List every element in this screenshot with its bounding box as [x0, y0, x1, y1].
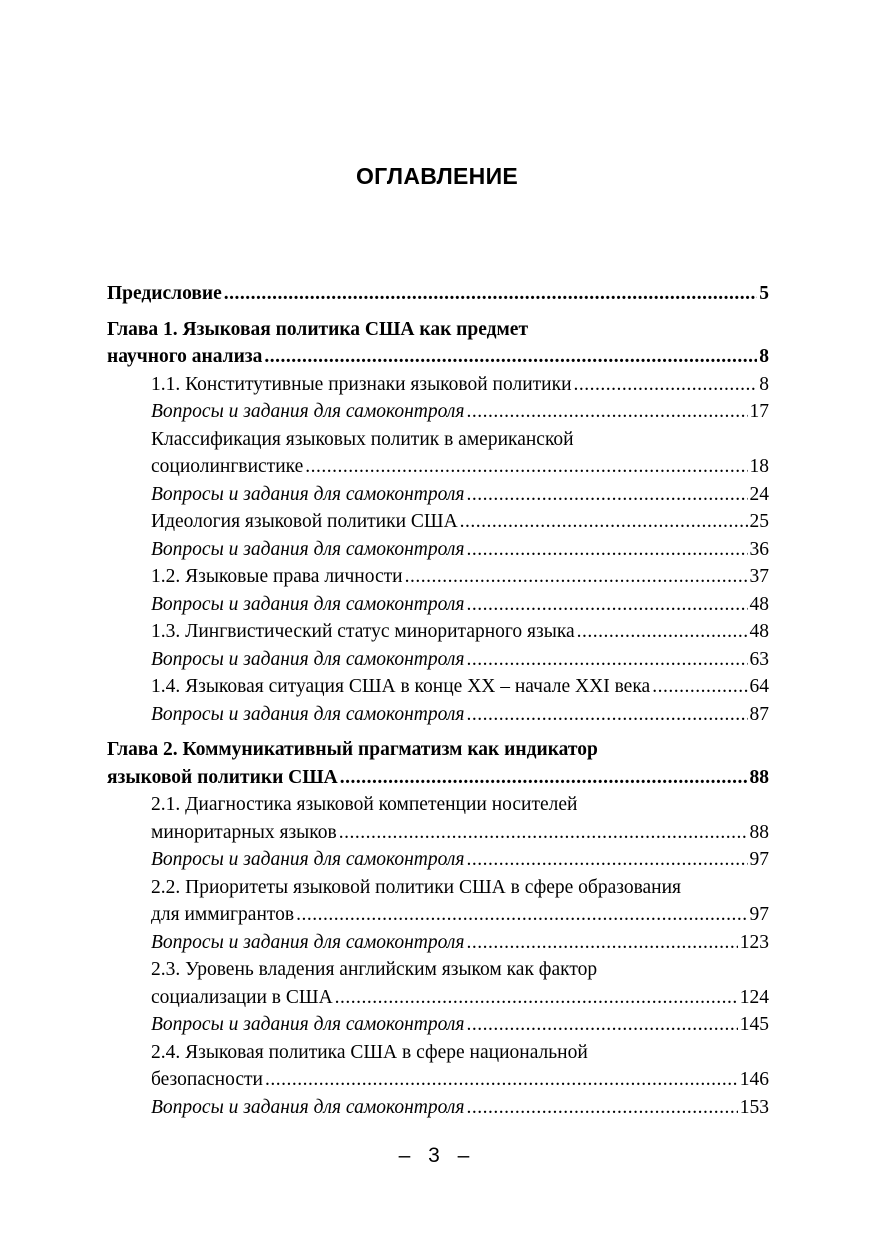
dot-leader [577, 618, 748, 646]
toc-entry [107, 563, 769, 591]
toc-page-number: 25 [749, 511, 769, 532]
dot-leader [466, 846, 747, 874]
dot-leader [466, 1094, 737, 1122]
toc-entry-title: безопасности [151, 1069, 263, 1090]
dot-leader [574, 371, 758, 399]
toc-entry-title: социолингвистике [151, 456, 304, 477]
toc-chapter-entry [107, 316, 769, 344]
toc-entry-title: языковой политики США [107, 766, 338, 788]
toc-entry [107, 591, 769, 619]
toc-page-number: 123 [739, 931, 769, 953]
toc-entry [107, 901, 769, 929]
toc-entry-title: Вопросы и задания для самоконтроля [151, 648, 465, 670]
toc-entry-title: Предисловие [107, 283, 222, 304]
toc-page-number: 36 [749, 538, 769, 560]
toc-page-number: 8 [759, 373, 769, 395]
dot-leader [466, 398, 747, 426]
dot-leader [466, 929, 737, 957]
dot-leader [405, 563, 748, 591]
toc-entry-title: 2.3. Уровень владения английским языком как фактор [151, 959, 598, 980]
dot-leader [466, 1011, 737, 1039]
toc-entry-title: Вопросы и задания для самоконтроля [151, 1096, 465, 1118]
toc-entry-title: Вопросы и задания для самоконтроля [151, 849, 465, 870]
toc-chapter-entry [107, 736, 769, 764]
toc-entry [107, 646, 769, 674]
dot-leader [466, 536, 747, 564]
dot-leader [466, 591, 747, 619]
toc-chapter-entry [107, 343, 769, 371]
page-title: ОГЛАВЛЕНИЕ [355, 163, 519, 189]
dot-leader [265, 1066, 738, 1094]
toc-entry [107, 426, 769, 454]
toc-entry [107, 1066, 769, 1094]
toc-page-number: 97 [749, 904, 769, 925]
toc-page-number: 24 [749, 483, 769, 505]
toc-entry [107, 929, 769, 957]
toc-entry [107, 481, 769, 509]
dot-leader [652, 673, 747, 701]
toc-entry [107, 874, 769, 902]
toc-page-number: 153 [739, 1096, 769, 1118]
toc-entry-title: миноритарных языков [151, 821, 337, 843]
toc-page-number: 37 [749, 566, 769, 587]
toc-entry [107, 673, 769, 701]
toc-entry-title: Вопросы и задания для самоконтроля [151, 401, 465, 422]
toc-entry [107, 618, 769, 646]
toc-entry-title: Вопросы и задания для самоконтроля [151, 593, 465, 615]
toc-chapter-entry [107, 280, 769, 308]
toc-entry-title: Идеология языковой политики США [151, 511, 458, 532]
toc-entry-title: 1.1. Конститутивные признаки языковой политики [151, 373, 572, 395]
toc-entry-title: Классификация языковых политик в американской [151, 428, 574, 450]
toc-entry-title: 2.4. Языковая политика США в сфере национальной [151, 1041, 588, 1063]
dot-leader [335, 984, 738, 1012]
dot-leader [460, 508, 748, 536]
dot-leader [224, 280, 757, 308]
toc-entry-title: Вопросы и задания для самоконтроля [151, 703, 465, 725]
toc-entry-title: 2.1. Диагностика языковой компетенции носителей [151, 794, 578, 815]
toc-entry [107, 791, 769, 819]
dot-leader [466, 701, 747, 729]
toc-page-number: 48 [749, 621, 769, 642]
toc-page-number: 88 [749, 766, 769, 788]
toc-entry-title: для иммигрантов [151, 904, 295, 925]
toc-entry [107, 1011, 769, 1039]
toc-entry [107, 371, 769, 399]
toc-page-number: 88 [749, 821, 769, 843]
toc-page-number: 97 [749, 849, 769, 870]
toc-entry [107, 1094, 769, 1122]
dot-leader [466, 646, 747, 674]
toc-entry [107, 701, 769, 729]
dot-leader [340, 764, 748, 792]
toc-entry [107, 453, 769, 481]
toc-page-number: 18 [749, 456, 769, 477]
table-of-contents [107, 280, 769, 1121]
toc-entry-title: 2.2. Приоритеты языковой политики США в сфере образования [151, 876, 682, 898]
toc-page-number: 146 [739, 1069, 769, 1090]
toc-page-number: 5 [759, 283, 769, 304]
toc-entry-title: социализации в США [151, 986, 333, 1008]
toc-entry-title: Вопросы и задания для самоконтроля [151, 538, 465, 560]
toc-entry-title: Вопросы и задания для самоконтроля [151, 1014, 465, 1035]
toc-entry [107, 984, 769, 1012]
toc-entry-title: 1.2. Языковые права личности [151, 566, 403, 587]
toc-page-number: 145 [739, 1014, 769, 1035]
toc-page-number: 87 [749, 703, 769, 725]
dot-leader [305, 453, 747, 481]
toc-entry-title: Глава 2. Коммуникативный прагматизм как индикатор [107, 739, 598, 760]
toc-entry-title: Вопросы и задания для самоконтроля [151, 483, 465, 505]
toc-page-number: 8 [759, 346, 769, 367]
toc-entry-title: 1.4. Языковая ситуация США в конце XX – начале XXI века [151, 676, 651, 697]
toc-entry [107, 508, 769, 536]
toc-entry-title: научного анализа [107, 346, 263, 367]
toc-entry [107, 536, 769, 564]
toc-page-number: 17 [749, 401, 769, 422]
toc-entry [107, 819, 769, 847]
dot-leader [466, 481, 747, 509]
toc-page-number: 124 [739, 986, 769, 1008]
toc-entry [107, 1039, 769, 1067]
section-gap [107, 728, 769, 736]
page-number: – 3 – [398, 1144, 476, 1167]
toc-page-number: 64 [749, 676, 769, 697]
toc-chapter-entry [107, 764, 769, 792]
dot-leader [264, 343, 757, 371]
toc-entry [107, 846, 769, 874]
toc-entry-title: Вопросы и задания для самоконтроля [151, 931, 465, 953]
toc-entry-title: 1.3. Лингвистический статус миноритарного языка [151, 621, 575, 642]
toc-entry [107, 956, 769, 984]
section-gap [107, 308, 769, 316]
toc-entry [107, 398, 769, 426]
toc-page-number: 48 [749, 593, 769, 615]
dot-leader [296, 901, 747, 929]
dot-leader [339, 819, 748, 847]
toc-page-number: 63 [749, 648, 769, 670]
toc-entry-title: Глава 1. Языковая политика США как предмет [107, 318, 529, 340]
